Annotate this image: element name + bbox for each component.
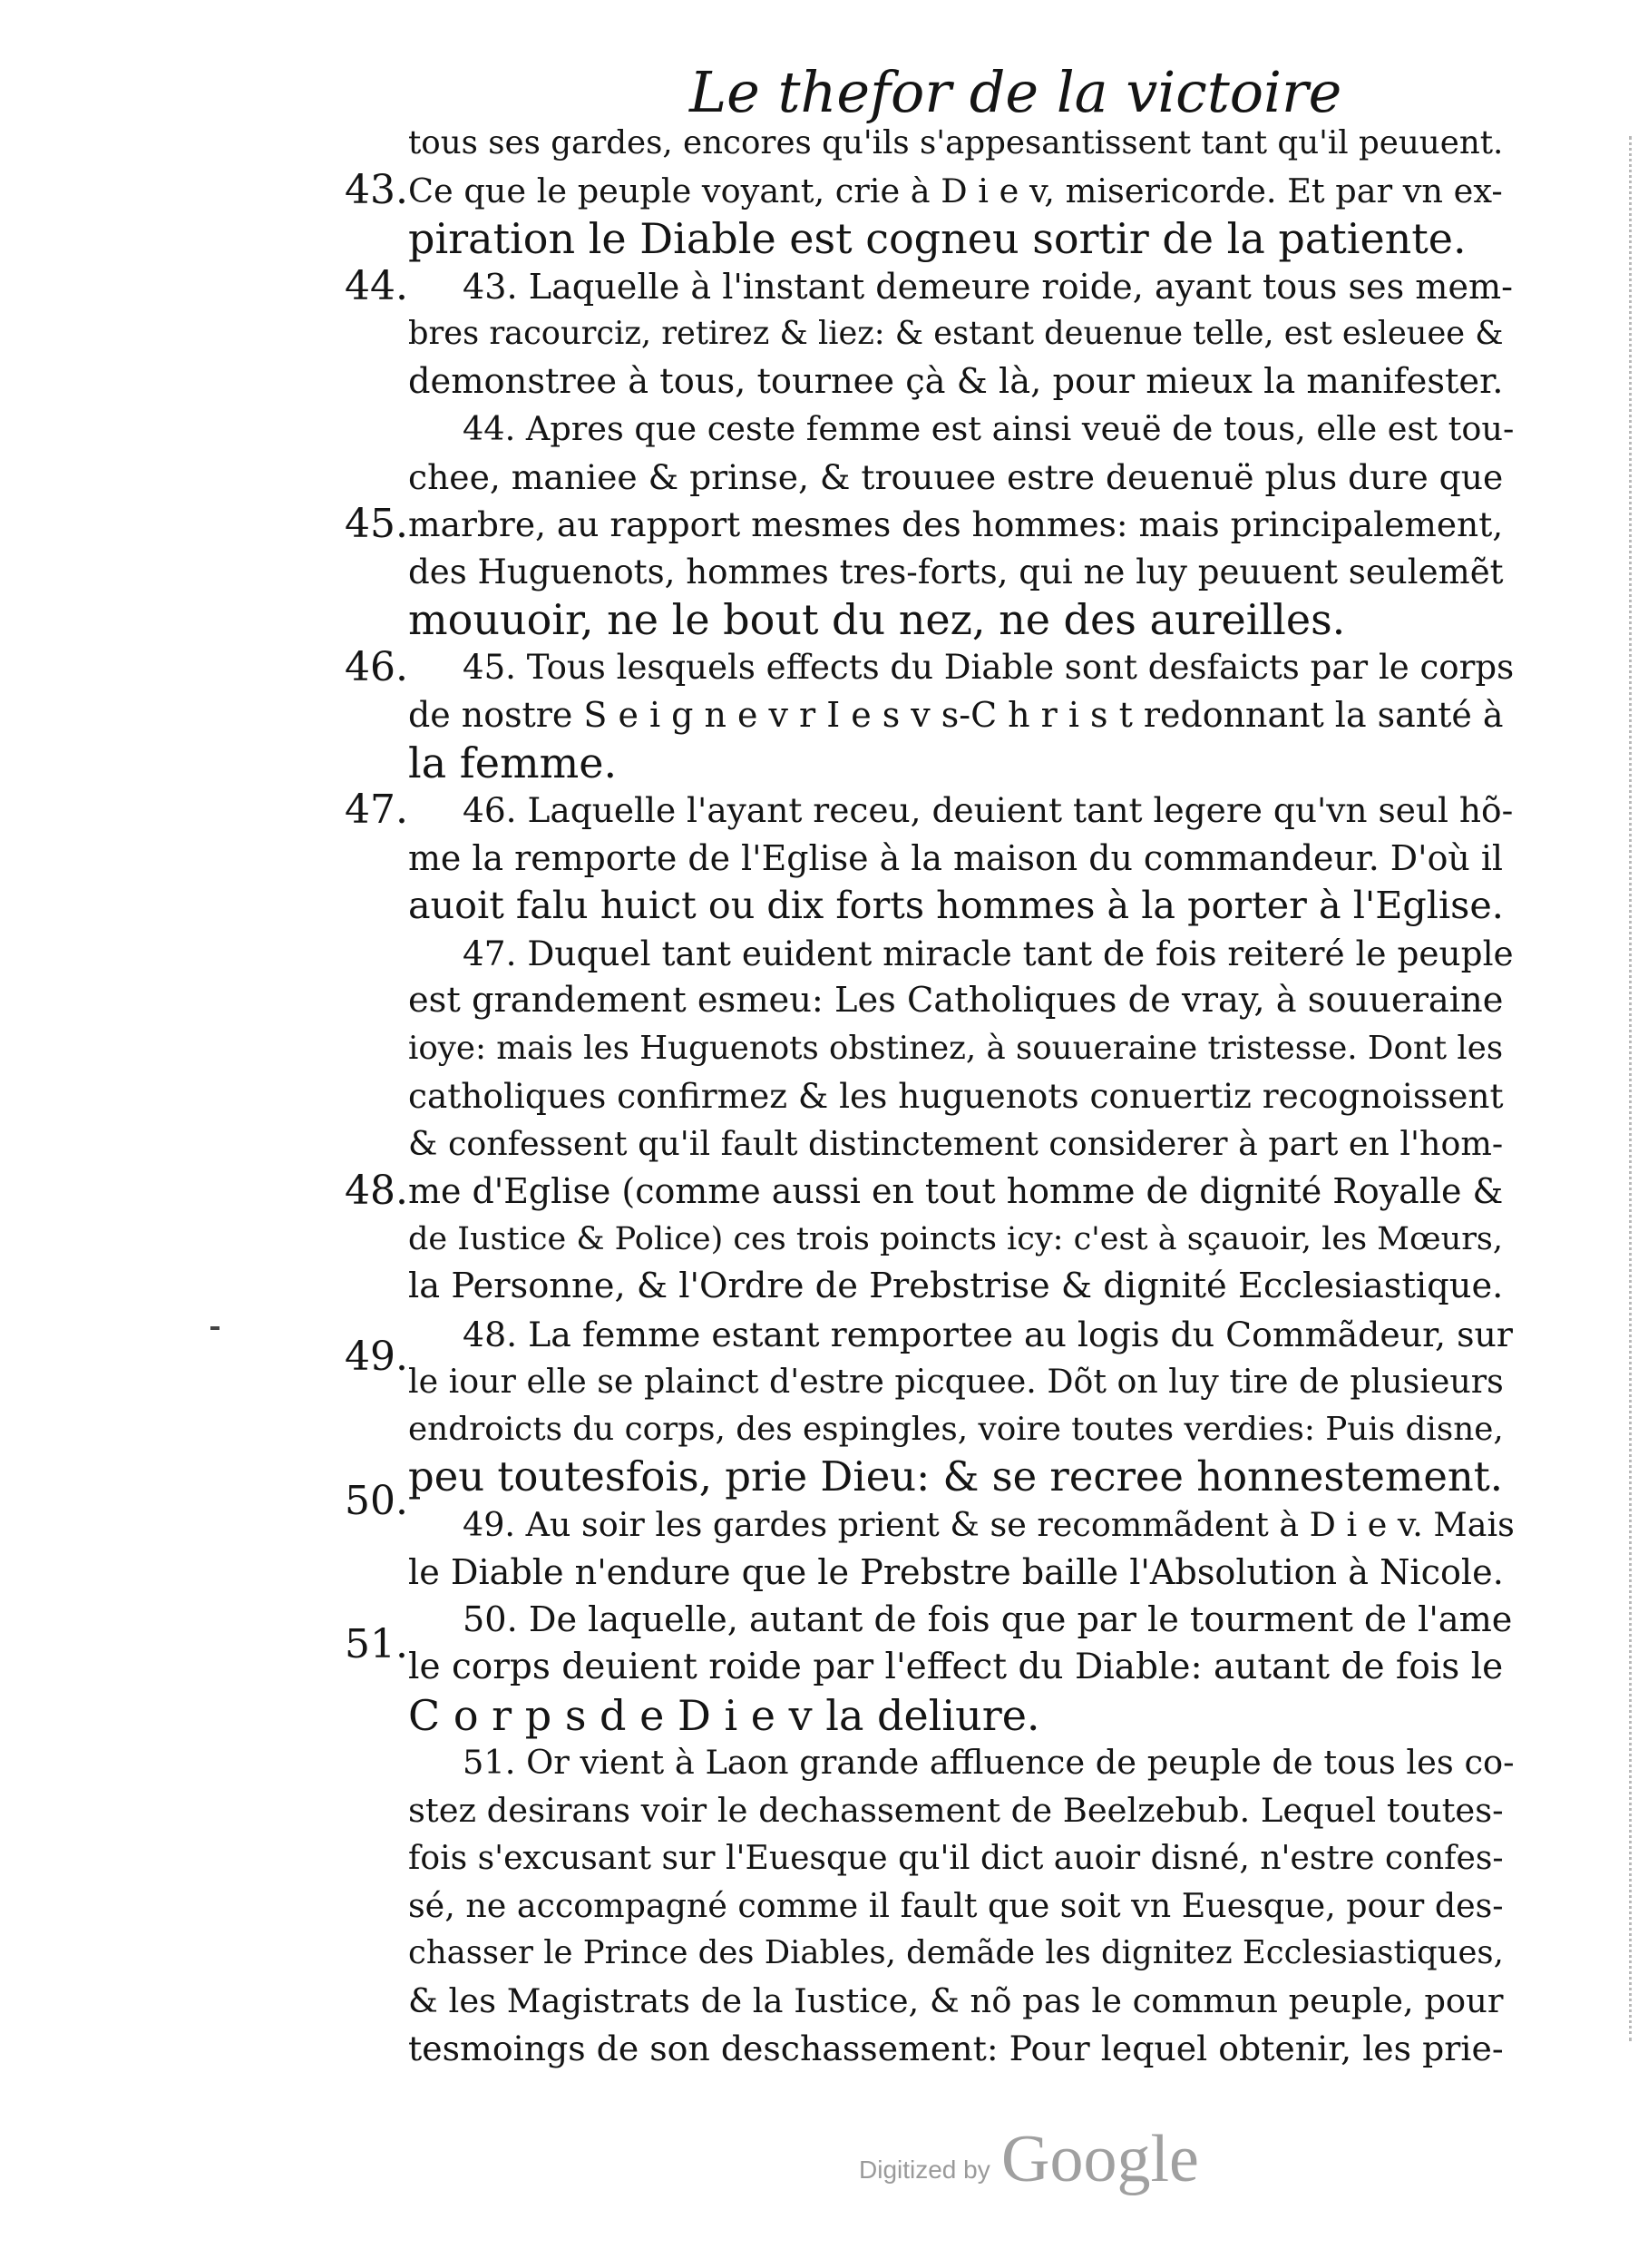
text-line: 45. Tous lesquels effects du Diable sont desfaicts par le corps: [463, 647, 1515, 687]
text-line: catholiques confirmez & les huguenots conuertiz recognoissent: [408, 1076, 1504, 1116]
text-line: 43. Laquelle à l'instant demeure roide, ayant tous ses mem-: [463, 266, 1514, 307]
text-line: la Personne, & l'Ordre de Prebstrise & dignité Ecclesiastique.: [408, 1266, 1504, 1306]
text-line: ioye: mais les Huguenots obstinez, à souueraine tristesse. Dont les: [408, 1029, 1504, 1067]
text-line: me la remporte de l'Eglise à la maison du commandeur. D'où il: [408, 837, 1504, 878]
text-line: la femme.: [408, 738, 618, 787]
text-line: 50. De laquelle, autant de fois que par le tourment de l'ame: [463, 1599, 1513, 1640]
running-title: Le thefor de la victoire: [689, 59, 1342, 125]
text-line: stez desirans voir le dechassement de Beelzebub. Lequel toutes-: [408, 1790, 1504, 1830]
text-line: 47. Duquel tant euident miracle tant de fois reiteré le peuple: [463, 933, 1514, 973]
margin-number: 44.: [345, 263, 408, 309]
text-line: 46. Laquelle l'ayant receu, deuient tant legere qu'vn seul hõ-: [463, 790, 1514, 830]
body-text: [408, 120, 1515, 2073]
text-line: des Huguenots, hommes tres-forts, qui ne luy peuuent seulemẽt: [408, 552, 1504, 591]
margin-number: 47.: [345, 787, 408, 833]
text-line: chee, maniee & prinse, & trouuee estre deuenuë plus dure que: [408, 456, 1504, 497]
text-line: 48. La femme estant remportee au logis du Commãdeur, sur: [463, 1314, 1513, 1354]
margin-number: 49.: [345, 1334, 408, 1380]
text-line: tous ses gardes, encores qu'ils s'appesantissent tant qu'il peuuent.: [408, 124, 1504, 161]
margin-number: 50.: [345, 1478, 408, 1524]
text-line: est grandement esmeu: Les Catholiques de vray, à souueraine: [408, 980, 1504, 1021]
text-line: marbre, au rapport mesmes des hommes: mais principalement,: [408, 504, 1504, 544]
text-line: C o r p s d e D i e v la deliure.: [408, 1690, 1040, 1740]
text-line: 51. Or vient à Laon grande affluence de peuple de tous les co-: [463, 1743, 1515, 1782]
text-line: de nostre S e i g n e v r I e s v s-C h r i s t redonnant la santé à: [408, 695, 1504, 735]
text-line: mouuoir, ne le bout du nez, ne des aureilles.: [408, 595, 1346, 644]
text-line: peu toutesfois, prie Dieu: & se recree honnestement.: [408, 1452, 1504, 1501]
text-line: fois s'excusant sur l'Euesque qu'il dict auoir disné, n'estre confes-: [408, 1838, 1504, 1877]
margin-number: 48.: [345, 1168, 408, 1214]
text-line: 44. Apres que ceste femme est ainsi veuë de tous, elle est tou-: [463, 409, 1515, 448]
text-line: piration le Diable est cogneu sortir de la patiente.: [408, 214, 1467, 263]
margin-number: 46.: [345, 644, 408, 690]
text-line: tesmoings de son deschassement: Pour lequel obtenir, les prie-: [408, 2028, 1504, 2068]
digitized-by-label: Digitized by: [859, 2156, 990, 2184]
text-line: sé, ne accompagné comme il fault que soit vn Euesque, pour des-: [408, 1885, 1504, 1925]
text-line: Ce que le peuple voyant, crie à D i e v, misericorde. Et par vn ex-: [408, 171, 1503, 210]
text-line: 49. Au soir les gardes prient & se recommãdent à D i e v. Mais: [463, 1504, 1515, 1544]
text-line: endroicts du corps, des espingles, voire toutes verdies: Puis disne,: [408, 1410, 1504, 1448]
margin-number: 45.: [345, 501, 408, 547]
text-line: demonstree à tous, tournee çà & là, pour mieux la manifester.: [408, 360, 1504, 402]
text-line: me d'Eglise (comme aussi en tout homme de dignité Royalle &: [408, 1171, 1504, 1211]
text-line: chasser le Prince des Diables, demãde les dignitez Ecclesiastiques,: [408, 1934, 1504, 1971]
page-edge-marks: [1616, 136, 1632, 2041]
text-line: de Iustice & Police) ces trois poincts icy: c'est à sçauoir, les Mœurs,: [408, 1219, 1504, 1257]
text-line: auoit falu huict ou dix forts hommes à la porter à l'Eglise.: [408, 884, 1504, 927]
text-line: le iour elle se plainct d'estre picquee. Dõt on luy tire de plusieurs: [408, 1362, 1504, 1401]
text-line: & les Magistrats de la Iustice, & nõ pas le commun peuple, pour: [408, 1980, 1504, 2020]
text-line: le Diable n'endure que le Prebstre baille l'Absolution à Nicole.: [408, 1552, 1504, 1592]
margin-number: 51.: [345, 1621, 408, 1667]
text-line: le corps deuient roide par l'effect du Diable: autant de fois le: [408, 1647, 1504, 1687]
text-line: bres racourciz, retirez & liez: & estant deuenue telle, est esleuee &: [408, 315, 1504, 352]
google-watermark: Google: [1001, 2122, 1199, 2196]
margin-number: 43.: [345, 167, 408, 213]
ink-speck: [210, 1326, 219, 1330]
text-line: & confessent qu'il fault distinctement considerer à part en l'hom-: [408, 1123, 1504, 1163]
